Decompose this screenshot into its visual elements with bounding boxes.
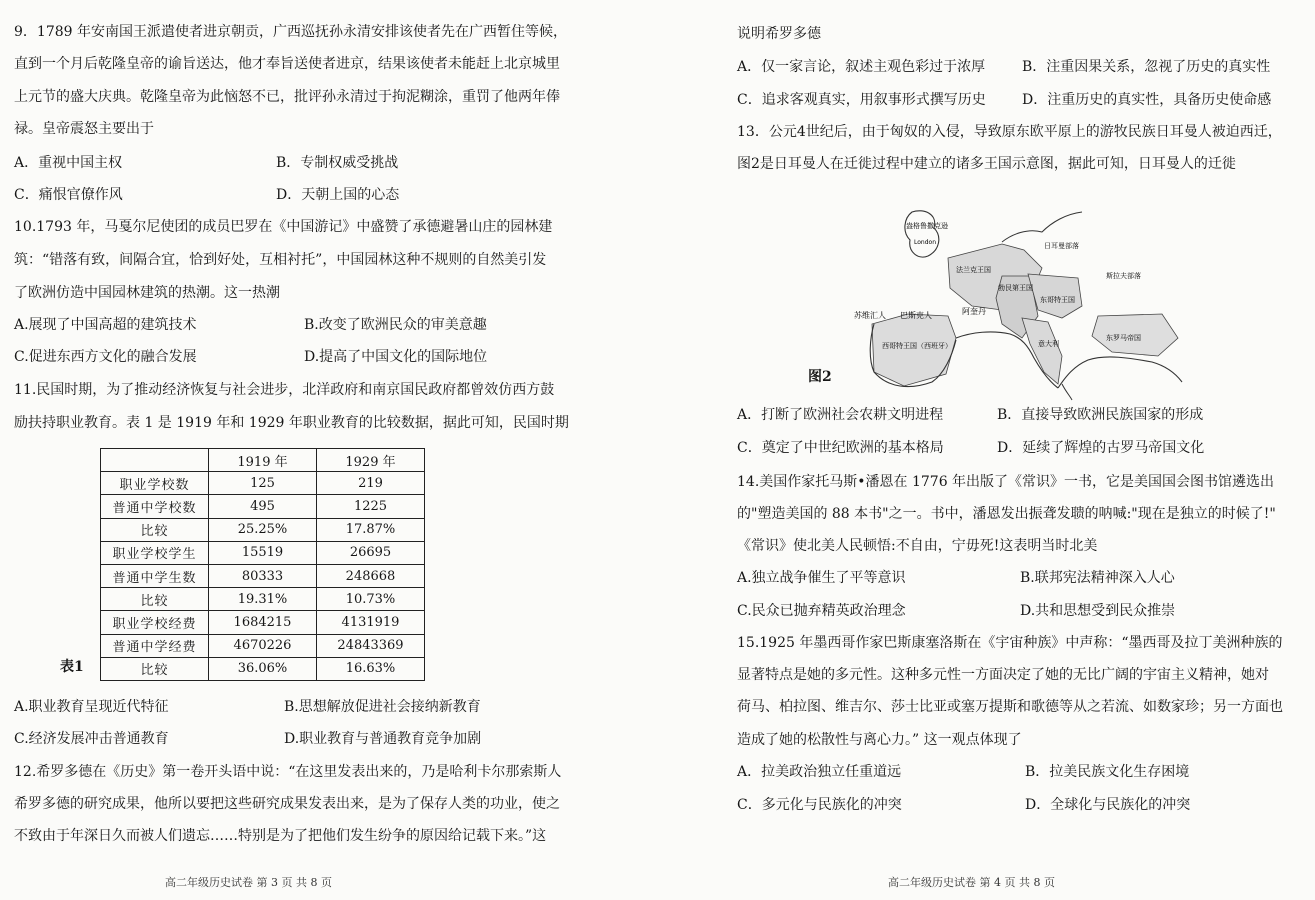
q15-option-d: D．全球化与民族化的冲突 <box>1025 797 1191 813</box>
table-header-cell: 1929 年 <box>317 449 425 472</box>
q14-option-a: A.独立战争催生了平等意识 <box>737 570 906 586</box>
q9-line: 9．1789 年安南国王派遣使者进京朝贡，广西巡抚孙永清安排该使者先在广西暂住等候， <box>14 24 567 40</box>
table-1 <box>100 448 425 681</box>
table-cell: 比较 <box>101 518 209 541</box>
q9-option-c: C．痛恨官僚作风 <box>14 187 123 203</box>
q15-option-b: B．拉美民族文化生存困境 <box>1025 764 1190 780</box>
q12-line: 12.希罗多德在《历史》第一卷开头语中说：“在这里发表出来的，乃是哈利卡尔那索斯人 <box>14 764 562 780</box>
table-cell: 职业学校学生 <box>101 541 209 564</box>
table-row <box>101 564 425 587</box>
table-row <box>101 611 425 634</box>
table-cell: 219 <box>317 472 425 495</box>
table-cell: 1684215 <box>209 611 317 634</box>
q11-option-c: C.经济发展冲击普通教育 <box>14 731 169 747</box>
table-cell: 1225 <box>317 495 425 518</box>
map-label: 意大利 <box>1038 340 1059 348</box>
map-label: 阿奎丹 <box>962 307 986 316</box>
q12-option-c: C．追求客观真实，用叙事形式撰写历史 <box>737 92 986 108</box>
table-header-row <box>101 449 425 472</box>
q9-option-a: A．重视中国主权 <box>14 155 123 171</box>
q11-option-a: A.职业教育呈现近代特征 <box>14 699 169 715</box>
map-label: 勃艮第王国 <box>998 284 1033 292</box>
table-row <box>101 657 425 680</box>
table-cell: 4670226 <box>209 634 317 657</box>
table-header-cell <box>101 449 209 472</box>
q12-option-a: A．仅一家言论，叙述主观色彩过于浓厚 <box>737 59 986 75</box>
q15-option-a: A．拉美政治独立任重道远 <box>737 764 902 780</box>
q13-line: 图2是日耳曼人在迁徙过程中建立的诸多王国示意图，据此可知，日耳曼人的迁徙 <box>737 156 1236 172</box>
q11-line: 11.民国时期，为了推动经济恢复与社会进步，北洋政府和南京国民政府都曾效仿西方鼓 <box>14 382 555 398</box>
table-cell: 19.31% <box>209 588 317 611</box>
table-cell: 职业学校数 <box>101 472 209 495</box>
map-label: London <box>914 239 936 246</box>
right-page-footer: 高二年级历史试卷 第 4 页 共 8 页 <box>888 876 1055 889</box>
q14-option-d: D.共和思想受到民众推崇 <box>1020 603 1176 619</box>
q14-option-b: B.联邦宪法精神深入人心 <box>1020 570 1175 586</box>
table-cell: 495 <box>209 495 317 518</box>
q9-line: 禄。皇帝震怒主要出于 <box>14 121 154 137</box>
q14-line: 《常识》使北美人民顿悟:不自由，宁毋死!这表明当时北美 <box>737 538 1098 554</box>
table-row <box>101 541 425 564</box>
table-cell: 25.25% <box>209 518 317 541</box>
q11-line: 励扶持职业教育。表 1 是 1919 年和 1929 年职业教育的比较数据，据此可知，民国时期 <box>14 415 569 431</box>
table-cell: 普通中学经费 <box>101 634 209 657</box>
table-row <box>101 495 425 518</box>
q10-line: 了欧洲仿造中国园林建筑的热潮。这一热潮 <box>14 285 280 301</box>
table-cell: 比较 <box>101 588 209 611</box>
q13-option-c: C．奠定了中世纪欧洲的基本格局 <box>737 440 944 456</box>
q9-line: 上元节的盛大庆典。乾隆皇帝为此恼怒不已，批评孙永清过于拘泥糊涂，重罚了他两年俸 <box>14 89 560 105</box>
q13-line: 13．公元4世纪后，由于匈奴的入侵，导致原东欧平原上的游牧民族日耳曼人被迫西迁， <box>737 124 1282 140</box>
q10-line: 筑：“错落有致，间隔合宜，恰到好处，互相衬托”，中国园林这种不规则的自然美引发 <box>14 252 547 268</box>
q12-option-b: B．注重因果关系，忽视了历史的真实性 <box>1022 59 1271 75</box>
table-cell: 比较 <box>101 657 209 680</box>
table-cell: 16.63% <box>317 657 425 680</box>
q14-option-c: C.民众已抛弃精英政治理念 <box>737 603 906 619</box>
q10-option-b: B.改变了欧洲民众的审美意趣 <box>304 317 487 333</box>
table-row <box>101 472 425 495</box>
q14-line: 14.美国作家托马斯•潘恩在 1776 年出版了《常识》一书，它是美国国会图书馆遴选出 <box>737 474 1275 490</box>
q11-option-d: D.职业教育与普通教育竞争加剧 <box>284 731 482 747</box>
table-cell: 80333 <box>209 564 317 587</box>
table-cell: 4131919 <box>317 611 425 634</box>
table-cell: 248668 <box>317 564 425 587</box>
table-row <box>101 588 425 611</box>
table-cell: 15519 <box>209 541 317 564</box>
q10-option-a: A.展现了中国高超的建筑技术 <box>14 317 197 333</box>
q10-line: 10.1793 年，马戛尔尼使团的成员巴罗在《中国游记》中盛赞了承德避暑山庄的园林建 <box>14 219 553 235</box>
q12-line: 不致由于年深日久而被人们遗忘……特别是为了把他们发生纷争的原因给记载下来。”这 <box>14 828 547 844</box>
table-cell: 24843369 <box>317 634 425 657</box>
q11-option-b: B.思想解放促进社会接纳新教育 <box>284 699 481 715</box>
q15-line: 显著特点是她的多元性。这种多元性一方面决定了她的无比广阔的宇宙主义精神，她对 <box>737 667 1269 683</box>
q12-cont-line: 说明希罗多德 <box>737 26 821 42</box>
q12-line: 希罗多德的研究成果，他所以要把这些研究成果发表出来，是为了保存人类的功业，使之 <box>14 796 560 812</box>
q15-option-c: C．多元化与民族化的冲突 <box>737 797 902 813</box>
table-row <box>101 634 425 657</box>
table-cell: 125 <box>209 472 317 495</box>
map-label: 日耳曼部落 <box>1044 242 1079 250</box>
q15-line: 造成了她的松散性与离心力。” 这一观点体现了 <box>737 732 1022 748</box>
q13-option-d: D．延续了辉煌的古罗马帝国文化 <box>997 440 1205 456</box>
table-cell: 普通中学生数 <box>101 564 209 587</box>
left-page-footer: 高二年级历史试卷 第 3 页 共 8 页 <box>165 876 332 889</box>
q13-option-a: A．打断了欧洲社会农耕文明进程 <box>737 407 944 423</box>
map-label: 苏维汇人 <box>854 311 886 320</box>
q9-option-d: D．天朝上国的心态 <box>276 187 400 203</box>
table-cell: 26695 <box>317 541 425 564</box>
map-label: 斯拉夫部落 <box>1106 272 1141 280</box>
q10-option-d: D.提高了中国文化的国际地位 <box>304 349 488 365</box>
table-label: 表1 <box>60 659 84 675</box>
q9-option-b: B．专制权威受挑战 <box>276 155 399 171</box>
q12-option-d: D．注重历史的真实性，具备历史使命感 <box>1022 92 1272 108</box>
map-label: 巴斯克人 <box>900 311 932 320</box>
map-label: 东罗马帝国 <box>1106 334 1141 342</box>
q14-line: 的"塑造美国的 88 本书"之一。书中，潘恩发出振聋发聩的呐喊:"现在是独立的时候了!" <box>737 506 1276 522</box>
table-row <box>101 518 425 541</box>
table-cell: 普通中学校数 <box>101 495 209 518</box>
q15-line: 荷马、柏拉图、维吉尔、莎士比亚或塞万提斯和歌德等从之若流、如数家珍；另一方面也 <box>737 699 1283 715</box>
q13-option-b: B．直接导致欧洲民族国家的形成 <box>997 407 1204 423</box>
map-label: 盎格鲁撒克逊 <box>906 222 948 230</box>
q9-line: 直到一个月后乾隆皇帝的谕旨送达，他才奉旨送使者进京，结果该使者未能赶上北京城里 <box>14 56 560 72</box>
q15-line: 15.1925 年墨西哥作家巴斯康塞洛斯在《宇宙种族》中声称：“墨西哥及拉丁美洲种族的 <box>737 635 1283 651</box>
table-cell: 36.06% <box>209 657 317 680</box>
table-cell: 10.73% <box>317 588 425 611</box>
q10-option-c: C.促进东西方文化的融合发展 <box>14 349 197 365</box>
table-cell: 职业学校经费 <box>101 611 209 634</box>
table-cell: 17.87% <box>317 518 425 541</box>
figure-2-label: 图2 <box>808 369 832 385</box>
map-label: 法兰克王国 <box>956 266 991 274</box>
map-label: 西哥特王国（西班牙） <box>882 342 952 350</box>
germanic-kingdoms-map <box>852 206 1184 402</box>
map-label: 东哥特王国 <box>1040 296 1075 304</box>
table-header-cell: 1919 年 <box>209 449 317 472</box>
